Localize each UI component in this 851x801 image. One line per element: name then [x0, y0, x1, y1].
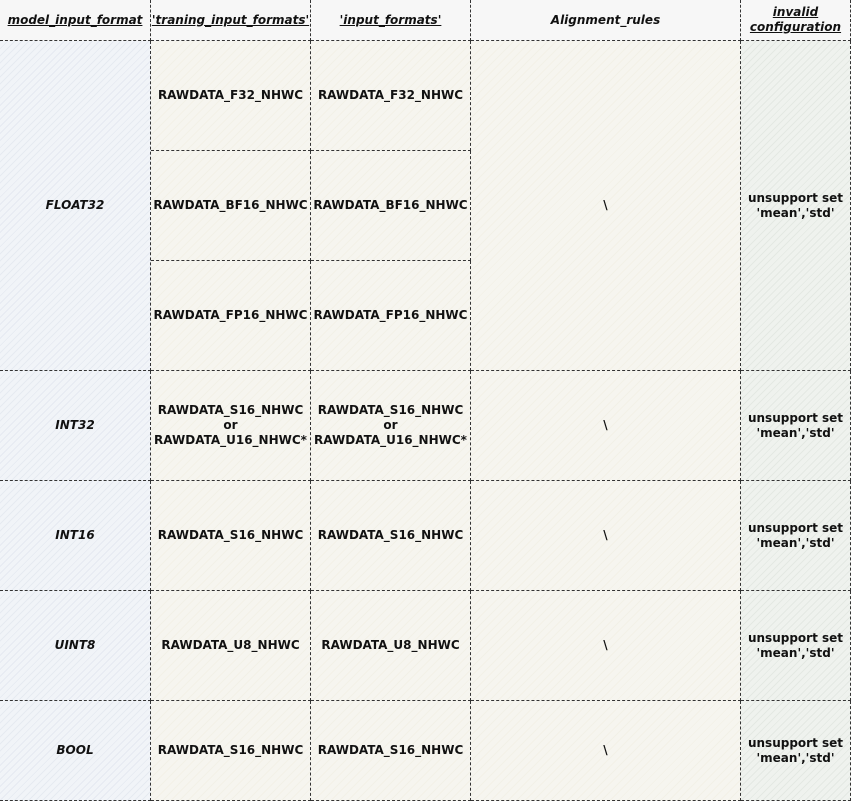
int32-training-line2: or	[223, 418, 238, 432]
float32-alignment-label: \	[603, 198, 608, 212]
int32-training-line3: RAWDATA_U16_NHWC*	[154, 433, 307, 447]
int16-alignment-label: \	[603, 528, 608, 542]
uint8-alignment	[471, 591, 741, 701]
header-model-input-format-label: model_input_format	[7, 12, 143, 27]
header-alignment-rules	[471, 0, 741, 41]
header-training-input-formats-label: 'traning_input_formats'	[151, 12, 310, 27]
header-invalid-configuration	[741, 0, 851, 41]
header-input-formats-label: 'input_formats'	[339, 12, 442, 27]
float32-input-1	[311, 41, 471, 151]
bool-training-label: RAWDATA_S16_NHWC	[157, 743, 304, 757]
uint8-training-label: RAWDATA_U8_NHWC	[161, 638, 300, 652]
row-int16-format	[0, 481, 151, 591]
int32-input-line2: or	[383, 418, 398, 432]
uint8-input-label: RAWDATA_U8_NHWC	[321, 638, 460, 652]
float32-training-3	[151, 261, 311, 371]
bool-training	[151, 701, 311, 801]
float32-input-2-label: RAWDATA_BF16_NHWC	[313, 198, 468, 212]
float32-training-2	[151, 151, 311, 261]
int32-input	[311, 371, 471, 481]
bool-invalid-line1: unsupport set	[747, 735, 844, 750]
uint8-invalid	[741, 591, 851, 701]
float32-training-2-label: RAWDATA_BF16_NHWC	[153, 198, 308, 212]
float32-input-1-label: RAWDATA_F32_NHWC	[317, 88, 464, 102]
float32-training-1	[151, 41, 311, 151]
header-model-input-format	[0, 0, 151, 41]
row-float32-format	[0, 41, 151, 371]
header-training-input-formats	[151, 0, 311, 41]
header-input-formats	[311, 0, 471, 41]
int32-alignment	[471, 371, 741, 481]
bool-alignment	[471, 701, 741, 801]
format-int32-label: INT32	[55, 418, 95, 432]
header-invalid-line2: configuration	[749, 20, 842, 34]
header-invalid-line1: invalid	[772, 5, 819, 19]
uint8-alignment-label: \	[603, 638, 608, 652]
int32-training-line1: RAWDATA_S16_NHWC	[157, 403, 304, 417]
int16-invalid	[741, 481, 851, 591]
float32-input-3-label: RAWDATA_FP16_NHWC	[313, 308, 468, 322]
bool-alignment-label: \	[603, 743, 608, 757]
int16-training-label: RAWDATA_S16_NHWC	[157, 528, 304, 542]
int16-invalid-line1: unsupport set	[747, 520, 844, 535]
int32-input-line1: RAWDATA_S16_NHWC	[317, 403, 464, 417]
row-uint8-format	[0, 591, 151, 701]
int16-alignment	[471, 481, 741, 591]
int16-invalid-line2: 'mean','std'	[756, 535, 835, 550]
int32-invalid-line2: 'mean','std'	[756, 425, 835, 440]
float32-invalid-line1: unsupport set	[747, 190, 844, 205]
int32-alignment-label: \	[603, 418, 608, 432]
int32-training	[151, 371, 311, 481]
float32-training-3-label: RAWDATA_FP16_NHWC	[153, 308, 308, 322]
float32-invalid	[741, 41, 851, 371]
float32-invalid-line2: 'mean','std'	[756, 205, 835, 220]
uint8-training	[151, 591, 311, 701]
int32-invalid	[741, 371, 851, 481]
row-int32-format	[0, 371, 151, 481]
int16-input-label: RAWDATA_S16_NHWC	[317, 528, 464, 542]
int32-input-line3: RAWDATA_U16_NHWC*	[314, 433, 467, 447]
float32-input-3	[311, 261, 471, 371]
bool-invalid-line2: 'mean','std'	[756, 750, 835, 765]
format-int16-label: INT16	[55, 528, 95, 542]
format-bool-label: BOOL	[56, 743, 94, 757]
format-uint8-label: UINT8	[54, 638, 96, 652]
uint8-input	[311, 591, 471, 701]
header-alignment-rules-label: Alignment_rules	[550, 12, 661, 27]
int32-invalid-line1: unsupport set	[747, 410, 844, 425]
int16-input	[311, 481, 471, 591]
bool-input	[311, 701, 471, 801]
float32-input-2	[311, 151, 471, 261]
uint8-invalid-line2: 'mean','std'	[756, 645, 835, 660]
format-float32-label: FLOAT32	[45, 198, 105, 212]
uint8-invalid-line1: unsupport set	[747, 630, 844, 645]
row-bool-format	[0, 701, 151, 801]
bool-invalid	[741, 701, 851, 801]
float32-alignment	[471, 41, 741, 371]
int16-training	[151, 481, 311, 591]
bool-input-label: RAWDATA_S16_NHWC	[317, 743, 464, 757]
float32-training-1-label: RAWDATA_F32_NHWC	[157, 88, 304, 102]
